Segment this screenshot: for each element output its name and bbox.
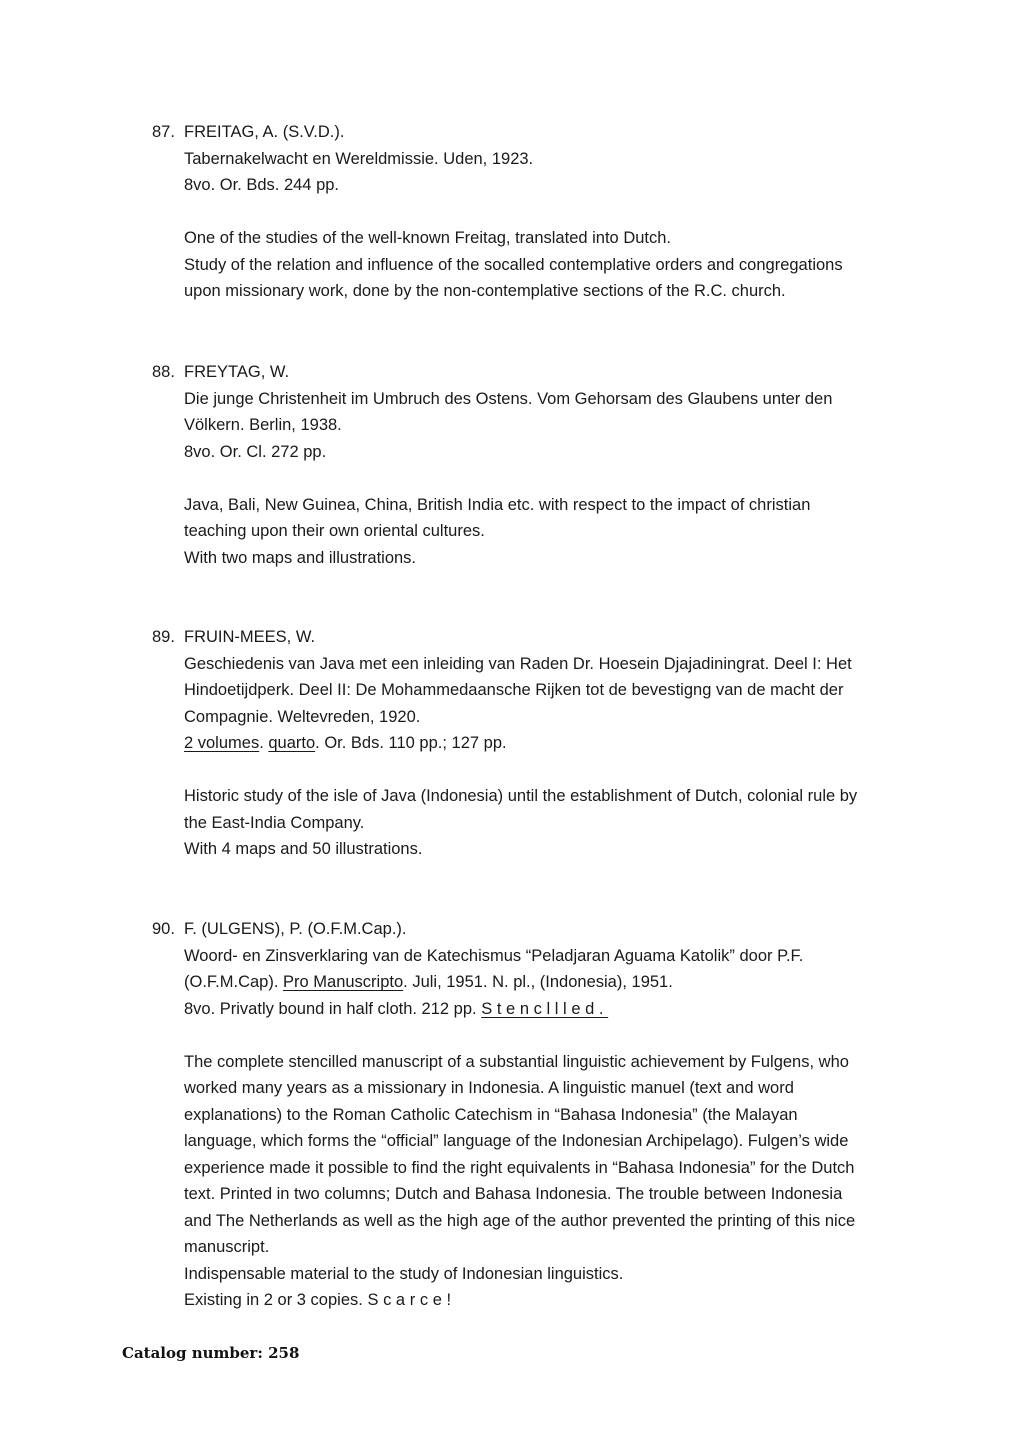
- entry-note-line: With 4 maps and 50 illustrations.: [184, 840, 423, 858]
- entry-note-line: worked many years as a missionary in Indonesia. A linguistic manuel (text and word: [184, 1079, 794, 1097]
- entry-title: Die junge Christenheit im Umbruch des Ostens. Vom Gehorsam des Glaubens unter den: [184, 389, 833, 408]
- entry-title: Woord- en Zinsverklaring van de Katechismus “Peladjaran Aguama Katolik” door P.F.: [184, 946, 804, 965]
- entry-title: Geschiedenis van Java met een inleiding van Raden Dr. Hoesein Djajadiningrat. Deel I: Het: [184, 654, 852, 673]
- entry-format: [184, 730, 912, 757]
- size-text: quarto: [268, 734, 316, 752]
- entry-number: 88.: [152, 363, 175, 381]
- scarce-text: Scarce!: [367, 1291, 456, 1309]
- entry-note-line: The complete stencilled manuscript of a substantial linguistic achievement by Fulgens, who: [184, 1052, 849, 1071]
- entry-note-line: experience made it possible to find the right equivalents in “Bahasa Indonesia” for the Dutch: [184, 1158, 855, 1177]
- entry-note-line: Historic study of the isle of Java (Indonesia) until the establishment of Dutch, colonial rule by: [184, 787, 858, 805]
- entry-number: 89.: [152, 628, 175, 646]
- format-prefix: 8vo. Privatly bound in half cloth. 212 pp.: [184, 999, 482, 1018]
- entry-note-line: the East-India Company.: [184, 813, 365, 832]
- catalog-entry-88: [152, 359, 912, 571]
- entry-format: 8vo. Or. Bds. 244 pp.: [184, 176, 340, 194]
- entry-note-line: upon missionary work, done by the non-contemplative sections of the R.C. church.: [184, 282, 786, 300]
- entry-author: FRUIN-MEES, W.: [184, 628, 316, 646]
- entry-title: Tabernakelwacht en Wereldmissie. Uden, 1923.: [184, 149, 534, 168]
- entry-author: FREYTAG, W.: [184, 363, 290, 381]
- entry-format: [184, 996, 912, 1023]
- entry-note-line: and The Netherlands as well as the high age of the author prevented the printing of this nice: [184, 1211, 856, 1230]
- entry-title: Völkern. Berlin, 1938.: [184, 416, 342, 434]
- entry-number: 87.: [152, 123, 175, 141]
- entry-note-line: manuscript.: [184, 1238, 270, 1256]
- catalog-entry-87: [152, 119, 912, 305]
- catalog-entry-89: [152, 624, 912, 863]
- entry-note-line: Java, Bali, New Guinea, China, British India etc. with respect to the impact of christian: [184, 495, 811, 514]
- entry-note-line: explanations) to the Roman Catholic Catechism in “Bahasa Indonesia” (the Malayan: [184, 1105, 798, 1124]
- volumes-text: 2 volumes: [184, 734, 260, 752]
- copies-text: Existing in 2 or 3 copies.: [184, 1291, 368, 1309]
- entry-title: Compagnie. Weltevreden, 1920.: [184, 707, 421, 726]
- entry-title: [184, 969, 912, 996]
- pro-manuscripto-text: Pro Manuscripto: [283, 973, 404, 991]
- format-separator: .: [259, 734, 269, 752]
- entry-note-line: Indispensable material to the study of Indonesian linguistics.: [184, 1264, 624, 1283]
- entry-note-line: text. Printed in two columns; Dutch and Bahasa Indonesia. The trouble between Indonesia: [184, 1185, 843, 1203]
- stencilled-text: Stencllled.: [481, 999, 609, 1018]
- entry-note-line: One of the studies of the well-known Freitag, translated into Dutch.: [184, 229, 672, 247]
- entry-note-line: language, which forms the “official” language of the Indonesian Archipelago). Fulgen’s wide: [184, 1132, 849, 1150]
- title-suffix: . Juli, 1951. N. pl., (Indonesia), 1951.: [403, 973, 673, 991]
- catalog-number-footer: Catalog number: 258: [122, 1344, 300, 1362]
- entry-format: 8vo. Or. Cl. 272 pp.: [184, 442, 327, 461]
- entry-note-line: [184, 1287, 912, 1314]
- entry-number: 90.: [152, 920, 175, 938]
- entry-note-line: Study of the relation and influence of the socalled contemplative orders and congregations: [184, 255, 843, 274]
- entry-title: Hindoetijdperk. Deel II: De Mohammedaansche Rijken tot de bevestigng van de macht der: [184, 681, 844, 699]
- entry-author: F. (ULGENS), P. (O.F.M.Cap.).: [184, 920, 407, 938]
- title-prefix: (O.F.M.Cap).: [184, 973, 284, 991]
- entry-note-line: teaching upon their own oriental cultures.: [184, 522, 485, 540]
- catalog-entry-90: [152, 916, 912, 1314]
- entry-note-line: With two maps and illustrations.: [184, 548, 417, 567]
- format-rest: . Or. Bds. 110 pp.; 127 pp.: [315, 734, 507, 752]
- entry-author: FREITAG, A. (S.V.D.).: [184, 123, 345, 141]
